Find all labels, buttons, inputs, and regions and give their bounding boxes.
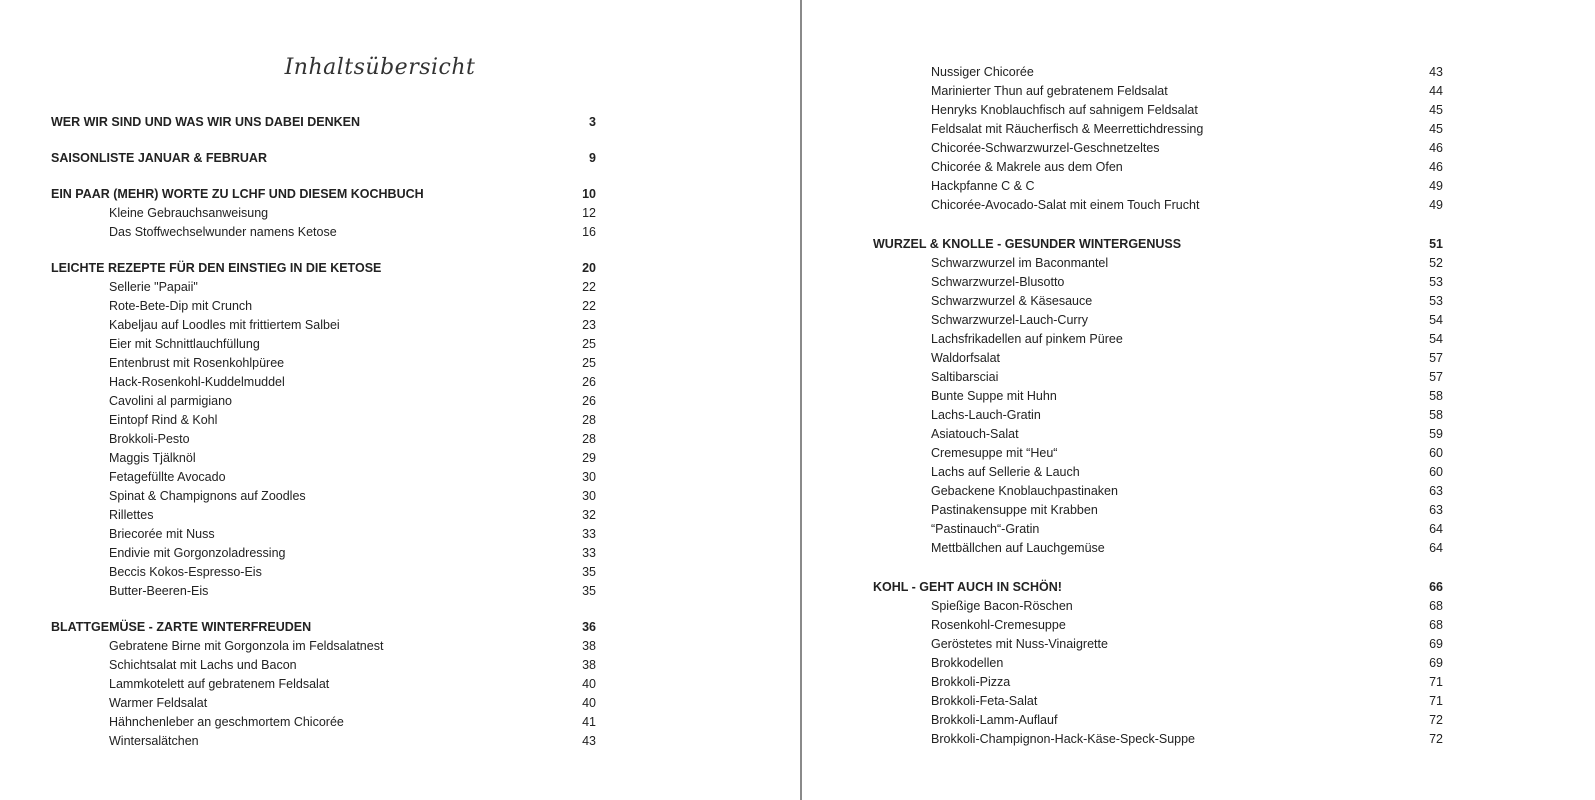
entry-title: Hackpfanne C & C [931,179,1035,193]
page-number: 46 [1429,160,1443,174]
entry-title: Schwarzwurzel & Käsesauce [931,294,1093,308]
entry-title: Pastinakensuppe mit Krabben [931,503,1098,517]
entry-title: Beccis Kokos-Espresso-Eis [109,565,262,579]
toc-chapter-row [873,235,1443,254]
page-number: 38 [582,658,596,672]
page-number: 44 [1429,84,1443,98]
toc-entry-row [873,520,1443,539]
toc-entry-row [51,392,596,411]
page-number: 54 [1429,332,1443,346]
page-number: 3 [589,115,596,129]
entry-title: Geröstetes mit Nuss-Vinaigrette [931,637,1108,651]
toc-entry-row [873,711,1443,730]
toc-entry-row [51,525,596,544]
entry-title: Kabeljau auf Loodles mit frittiertem Salbei [109,318,340,332]
page-number: 30 [582,489,596,503]
toc-entry-row [51,373,596,392]
page-number: 10 [582,187,596,201]
entry-title: Bunte Suppe mit Huhn [931,389,1057,403]
page-number: 58 [1429,389,1443,403]
entry-title: Warmer Feldsalat [109,696,208,710]
toc-entry-row [873,311,1443,330]
page-number: 64 [1429,541,1443,555]
page-number: 43 [582,734,596,748]
page-number: 20 [582,261,596,275]
toc-entry-row [873,254,1443,273]
page-number: 63 [1429,503,1443,517]
page-title: Inhaltsübersicht [284,55,476,80]
page-number: 36 [582,620,596,634]
page-number: 60 [1429,446,1443,460]
toc-entry-row [873,425,1443,444]
chapter-title: SAISONLISTE JANUAR & FEBRUAR [51,151,267,165]
toc-entry-row [51,204,596,223]
toc-entry-row [51,297,596,316]
page-number: 38 [582,639,596,653]
toc-list-left [51,113,596,751]
toc-chapter-row [51,185,596,204]
toc-entry-row [873,349,1443,368]
toc-entry-row [873,654,1443,673]
toc-entry-row [51,316,596,335]
page-number: 23 [582,318,596,332]
entry-title: Nussiger Chicorée [931,65,1034,79]
toc-entry-row [873,196,1443,215]
entry-title: Brokkoli-Pizza [931,675,1011,689]
page-number: 71 [1429,675,1443,689]
toc-entry-row [873,177,1443,196]
page-number: 40 [582,696,596,710]
page-number: 16 [582,225,596,239]
toc-entry-row [873,406,1443,425]
toc-entry-row [873,82,1443,101]
page-number: 64 [1429,522,1443,536]
page-number: 53 [1429,294,1443,308]
page-number: 63 [1429,484,1443,498]
toc-entry-row [51,223,596,242]
entry-title: Schwarzwurzel im Baconmantel [931,256,1109,270]
entry-title: Eintopf Rind & Kohl [109,413,218,427]
page-number: 72 [1429,713,1443,727]
entry-title: Saltibarsciai [931,370,999,384]
entry-title: Spießige Bacon-Röschen [931,599,1073,613]
page-number: 40 [582,677,596,691]
chapter-title: BLATTGEMÜSE - ZARTE WINTERFREUDEN [51,620,312,634]
page-number: 68 [1429,599,1443,613]
entry-title: Endivie mit Gorgonzoladressing [109,546,286,560]
toc-entry-row [873,387,1443,406]
entry-title: Hack-Rosenkohl-Kuddelmuddel [109,375,285,389]
toc-entry-row [873,616,1443,635]
entry-title: Kleine Gebrauchsanweisung [109,206,269,220]
page-number: 25 [582,337,596,351]
page-number: 43 [1429,65,1443,79]
page-number: 57 [1429,351,1443,365]
entry-title: Rillettes [109,508,154,522]
page-number: 28 [582,432,596,446]
entry-title: Chicorée-Avocado-Salat mit einem Touch Frucht [931,198,1200,212]
toc-entry-row [51,675,596,694]
entry-title: Brokkoli-Feta-Salat [931,694,1038,708]
toc-entry-row [51,506,596,525]
entry-title: Marinierter Thun auf gebratenem Feldsalat [931,84,1168,98]
toc-chapter-row [51,113,596,132]
entry-title: Brokkodellen [931,656,1004,670]
entry-title: Briecorée mit Nuss [109,527,215,541]
entry-title: Rote-Bete-Dip mit Crunch [109,299,253,313]
page-number: 26 [582,375,596,389]
toc-entry-row [873,730,1443,749]
entry-title: Cremesuppe mit “Heu“ [931,446,1058,460]
toc-entry-row [51,732,596,751]
page-number: 33 [582,527,596,541]
toc-entry-row [873,635,1443,654]
page-number: 12 [582,206,596,220]
page-number: 29 [582,451,596,465]
entry-title: Chicorée-Schwarzwurzel-Geschnetzeltes [931,141,1160,155]
page-number: 41 [582,715,596,729]
page-number: 45 [1429,103,1443,117]
entry-title: Das Stoffwechselwunder namens Ketose [109,225,337,239]
entry-title: Entenbrust mit Rosenkohlpüree [109,356,285,370]
page-number: 69 [1429,637,1443,651]
page-number: 26 [582,394,596,408]
chapter-title: KOHL - GEHT AUCH IN SCHÖN! [873,580,1062,594]
toc-list-right [873,63,1443,749]
page-number: 32 [582,508,596,522]
toc-entry-row [873,539,1443,558]
toc-entry-row [873,292,1443,311]
entry-title: Schichtsalat mit Lachs und Bacon [109,658,297,672]
toc-entry-row [873,120,1443,139]
toc-entry-row [51,656,596,675]
entry-title: Brokkoli-Pesto [109,432,190,446]
toc-entry-row [51,637,596,656]
toc-entry-row [873,463,1443,482]
page-number: 45 [1429,122,1443,136]
page-number: 72 [1429,732,1443,746]
page-number: 69 [1429,656,1443,670]
toc-entry-row [51,411,596,430]
toc-entry-row [873,101,1443,120]
entry-title: Spinat & Champignons auf Zoodles [109,489,306,503]
entry-title: Brokkoli-Lamm-Auflauf [931,713,1058,727]
entry-title: Asiatouch-Salat [931,427,1019,441]
page-number: 52 [1429,256,1443,270]
page-number: 68 [1429,618,1443,632]
toc-entry-row [51,544,596,563]
entry-title: Sellerie "Papaii" [109,280,198,294]
toc-entry-row [51,468,596,487]
entry-title: Gebackene Knoblauchpastinaken [931,484,1118,498]
page-number: 46 [1429,141,1443,155]
toc-entry-row [873,368,1443,387]
entry-title: Chicorée & Makrele aus dem Ofen [931,160,1123,174]
chapter-title: WURZEL & KNOLLE - GESUNDER WINTERGENUSS [873,237,1182,251]
chapter-title: WER WIR SIND UND WAS WIR UNS DABEI DENKEN [51,115,361,129]
toc-entry-row [51,713,596,732]
entry-title: Henryks Knoblauchfisch auf sahnigem Feldsalat [931,103,1198,117]
entry-title: Lachs auf Sellerie & Lauch [931,465,1080,479]
entry-title: Gebratene Birne mit Gorgonzola im Feldsalatnest [109,639,384,653]
page-number: 22 [582,299,596,313]
entry-title: Waldorfsalat [931,351,1001,365]
page-number: 28 [582,413,596,427]
chapter-title: EIN PAAR (MEHR) WORTE ZU LCHF UND DIESEM KOCHBUCH [51,187,424,201]
page-number: 22 [582,280,596,294]
entry-title: Eier mit Schnittlauchfüllung [109,337,260,351]
page-number: 71 [1429,694,1443,708]
entry-title: “Pastinauch“-Gratin [931,522,1040,536]
toc-chapter-row [51,259,596,278]
page-number: 49 [1429,198,1443,212]
page-number: 59 [1429,427,1443,441]
page-number: 9 [589,151,596,165]
toc-entry-row [51,430,596,449]
entry-title: Fetagefüllte Avocado [109,470,226,484]
entry-title: Rosenkohl-Cremesuppe [931,618,1066,632]
toc-entry-row [51,278,596,297]
entry-title: Lachs-Lauch-Gratin [931,408,1041,422]
page-number: 54 [1429,313,1443,327]
toc-entry-row [51,694,596,713]
entry-title: Mettbällchen auf Lauchgemüse [931,541,1105,555]
toc-entry-row [873,330,1443,349]
toc-entry-row [51,335,596,354]
entry-title: Wintersalätchen [109,734,199,748]
page-number: 33 [582,546,596,560]
toc-entry-row [873,597,1443,616]
entry-title: Butter-Beeren-Eis [109,584,209,598]
toc-entry-row [873,444,1443,463]
page-number: 57 [1429,370,1443,384]
page-number: 30 [582,470,596,484]
page-number: 49 [1429,179,1443,193]
toc-chapter-row [51,618,596,637]
entry-title: Brokkoli-Champignon-Hack-Käse-Speck-Suppe [931,732,1196,746]
page-number: 51 [1429,237,1443,251]
right-page [803,0,1595,800]
page-number: 25 [582,356,596,370]
page-number: 35 [582,584,596,598]
entry-title: Schwarzwurzel-Lauch-Curry [931,313,1088,327]
toc-entry-row [873,158,1443,177]
toc-entry-row [51,487,596,506]
page-number: 53 [1429,275,1443,289]
toc-entry-row [873,139,1443,158]
entry-title: Hähnchenleber an geschmortem Chicorée [109,715,344,729]
toc-chapter-row [873,578,1443,597]
page-number: 58 [1429,408,1443,422]
page-number: 35 [582,565,596,579]
page-number: 66 [1429,580,1443,594]
entry-title: Maggis Tjälknöl [109,451,196,465]
page-number: 60 [1429,465,1443,479]
toc-entry-row [51,563,596,582]
entry-title: Lammkotelett auf gebratenem Feldsalat [109,677,330,691]
entry-title: Schwarzwurzel-Blusotto [931,275,1065,289]
book-spine-divider [800,0,802,800]
toc-chapter-row [51,149,596,168]
toc-entry-row [873,273,1443,292]
toc-entry-row [873,692,1443,711]
chapter-title: LEICHTE REZEPTE FÜR DEN EINSTIEG IN DIE KETOSE [51,261,382,275]
toc-entry-row [51,449,596,468]
entry-title: Lachsfrikadellen auf pinkem Püree [931,332,1123,346]
toc-entry-row [873,482,1443,501]
entry-title: Cavolini al parmigiano [109,394,232,408]
toc-entry-row [873,63,1443,82]
toc-entry-row [873,673,1443,692]
toc-entry-row [51,354,596,373]
toc-entry-row [873,501,1443,520]
toc-entry-row [51,582,596,601]
entry-title: Feldsalat mit Räucherfisch & Meerrettichdressing [931,122,1204,136]
